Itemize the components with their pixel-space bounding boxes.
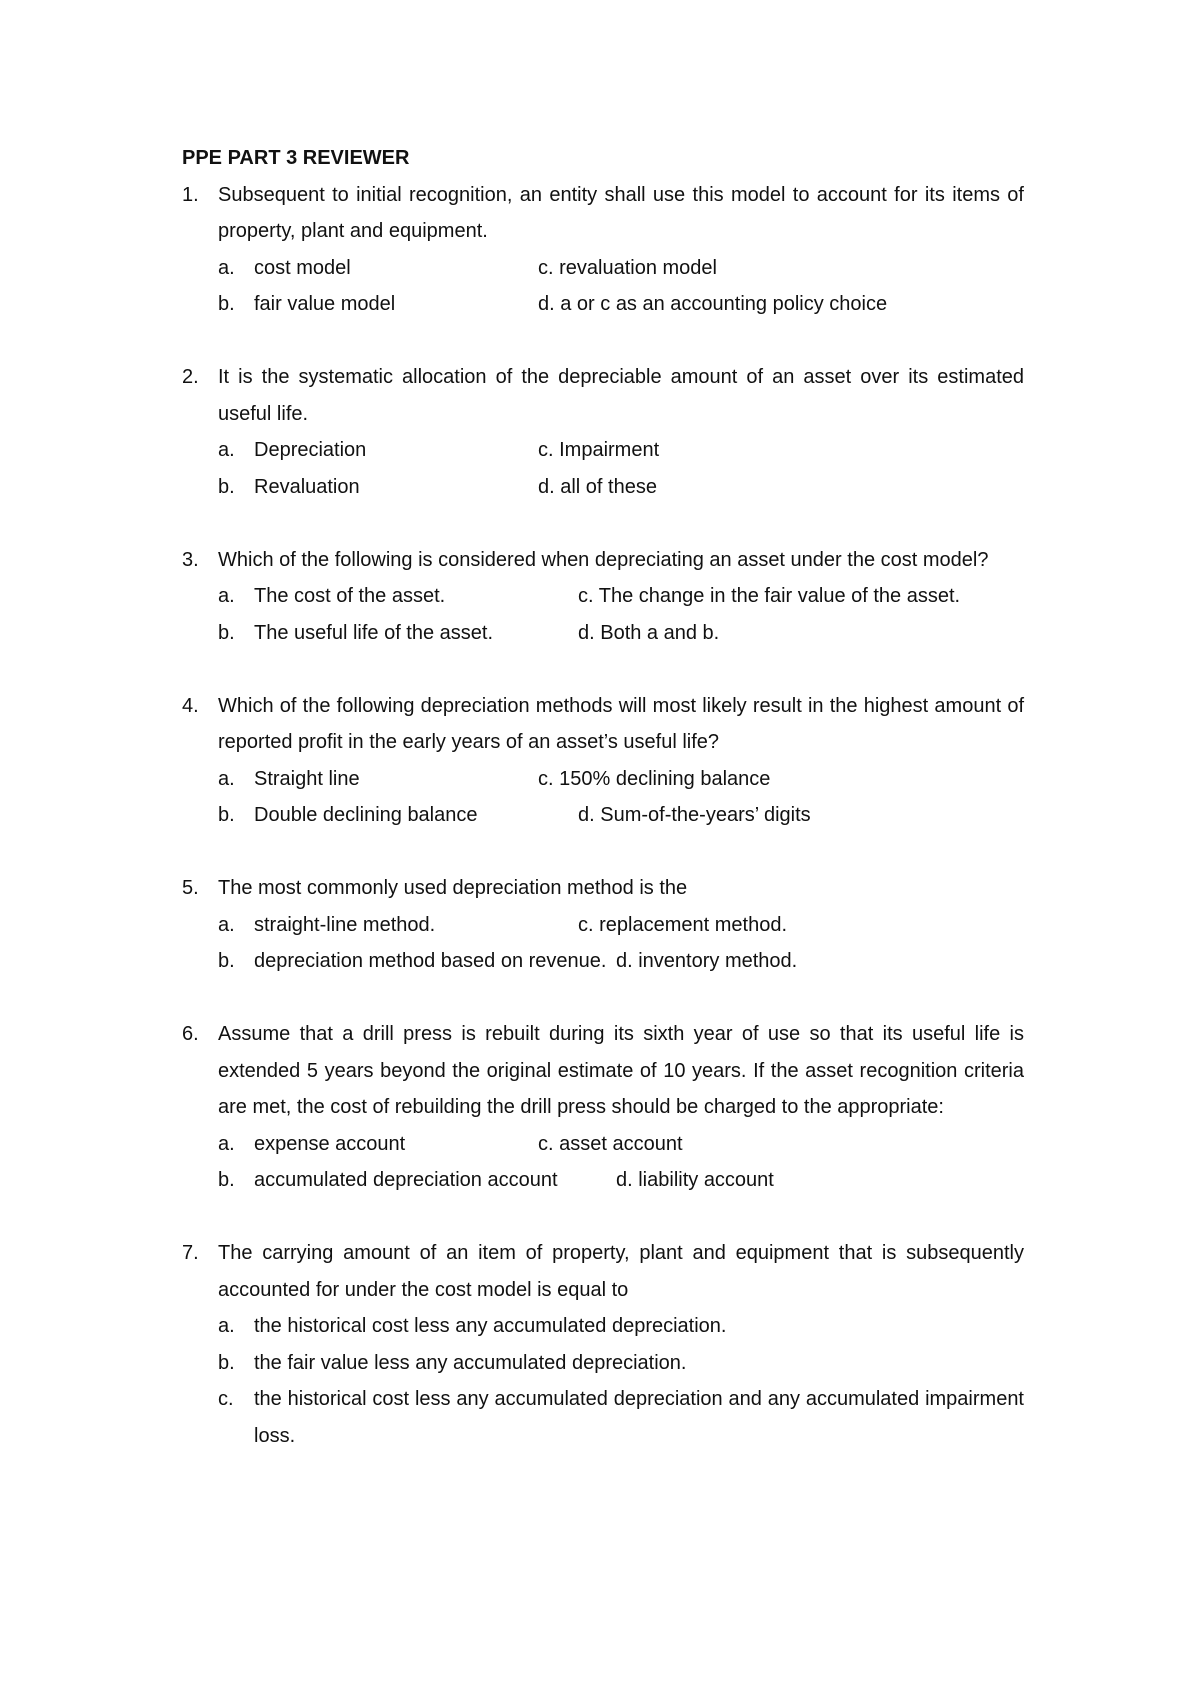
question-text: The most commonly used depreciation method is the bbox=[218, 877, 688, 899]
choice-a: a. straight-line method. bbox=[218, 913, 436, 936]
question-5 bbox=[182, 870, 1024, 980]
question-6 bbox=[182, 1016, 1024, 1199]
question-4 bbox=[182, 688, 1024, 834]
question-number: 4. bbox=[182, 694, 199, 717]
question-text: Which of the following depreciation methods will most likely result in the highest amount of reported profit in the early years of an asset’s useful life? bbox=[218, 694, 1024, 753]
question-number: 7. bbox=[182, 1242, 199, 1264]
choice-b: b. fair value model bbox=[218, 293, 396, 315]
choice-d: d. liability account bbox=[616, 1169, 774, 1191]
choice-a: a. Straight line bbox=[218, 767, 360, 790]
choice-a: a. Depreciation bbox=[218, 439, 367, 461]
choice-d: d. Sum-of-the-years’ digits bbox=[578, 804, 811, 826]
question-7 bbox=[182, 1235, 1024, 1454]
choice-c: c. Impairment bbox=[538, 439, 660, 461]
choice-d: d. Both a and b. bbox=[578, 621, 720, 644]
choice-d: d. inventory method. bbox=[616, 950, 798, 972]
choices bbox=[218, 1126, 1024, 1199]
question-number: 2. bbox=[182, 366, 199, 388]
choice-c: c. revaluation model bbox=[538, 256, 717, 279]
choice-b: b. the fair value less any accumulated depreciation. bbox=[218, 1351, 687, 1374]
question-number: 5. bbox=[182, 877, 199, 899]
choices bbox=[218, 578, 1024, 651]
choice-d: d. a or c as an accounting policy choice bbox=[538, 293, 888, 315]
question-number: 3. bbox=[182, 548, 199, 571]
choices bbox=[218, 761, 1024, 834]
question-2 bbox=[182, 359, 1024, 505]
choice-b: b. The useful life of the asset. bbox=[218, 621, 494, 644]
choice-d: d. all of these bbox=[538, 475, 657, 498]
choice-a: a. The cost of the asset. bbox=[218, 585, 446, 607]
choice-c: c. The change in the fair value of the asset. bbox=[578, 585, 961, 607]
choice-b: b. accumulated depreciation account bbox=[218, 1169, 558, 1191]
document-title: PPE PART 3 REVIEWER bbox=[182, 147, 410, 169]
question-number: 6. bbox=[182, 1023, 199, 1045]
question-text: It is the systematic allocation of the depreciable amount of an asset over its estimated useful life. bbox=[218, 366, 1024, 425]
choices bbox=[218, 907, 1024, 980]
choices bbox=[218, 432, 1024, 505]
question-text: Assume that a drill press is rebuilt during its sixth year of use so that its useful life is extended 5 years beyond the original estimate of 10 years. If the asset recognition criteria are met, the cost of rebuilding the drill press should be charged to the appropriate: bbox=[218, 1023, 1024, 1118]
choice-b: b. Double declining balance bbox=[218, 804, 478, 826]
choices bbox=[218, 1308, 1024, 1454]
question-number: 1. bbox=[182, 183, 199, 206]
choice-a: a. expense account bbox=[218, 1132, 406, 1155]
choice-c: c. 150% declining balance bbox=[538, 767, 771, 790]
question-text: The carrying amount of an item of property, plant and equipment that is subsequently accounted for under the cost model is equal to bbox=[218, 1242, 1024, 1301]
choice-c: c. asset account bbox=[538, 1132, 683, 1155]
choices bbox=[218, 250, 1024, 323]
choice-a: a. cost model bbox=[218, 256, 351, 279]
question-1 bbox=[182, 177, 1024, 323]
document-page bbox=[182, 140, 1024, 1454]
choice-b: b. depreciation method based on revenue. bbox=[218, 950, 607, 972]
choice-b: b. Revaluation bbox=[218, 475, 360, 498]
choice-c: c. the historical cost less any accumulated depreciation and any accumulated impairment loss. bbox=[218, 1388, 1024, 1447]
choice-c: c. replacement method. bbox=[578, 913, 787, 936]
question-3 bbox=[182, 542, 1024, 652]
question-text: Which of the following is considered when depreciating an asset under the cost model? bbox=[218, 548, 989, 571]
choice-a: a. the historical cost less any accumulated depreciation. bbox=[218, 1315, 727, 1337]
question-text: Subsequent to initial recognition, an entity shall use this model to account for its items of property, plant and equipment. bbox=[218, 183, 1024, 242]
